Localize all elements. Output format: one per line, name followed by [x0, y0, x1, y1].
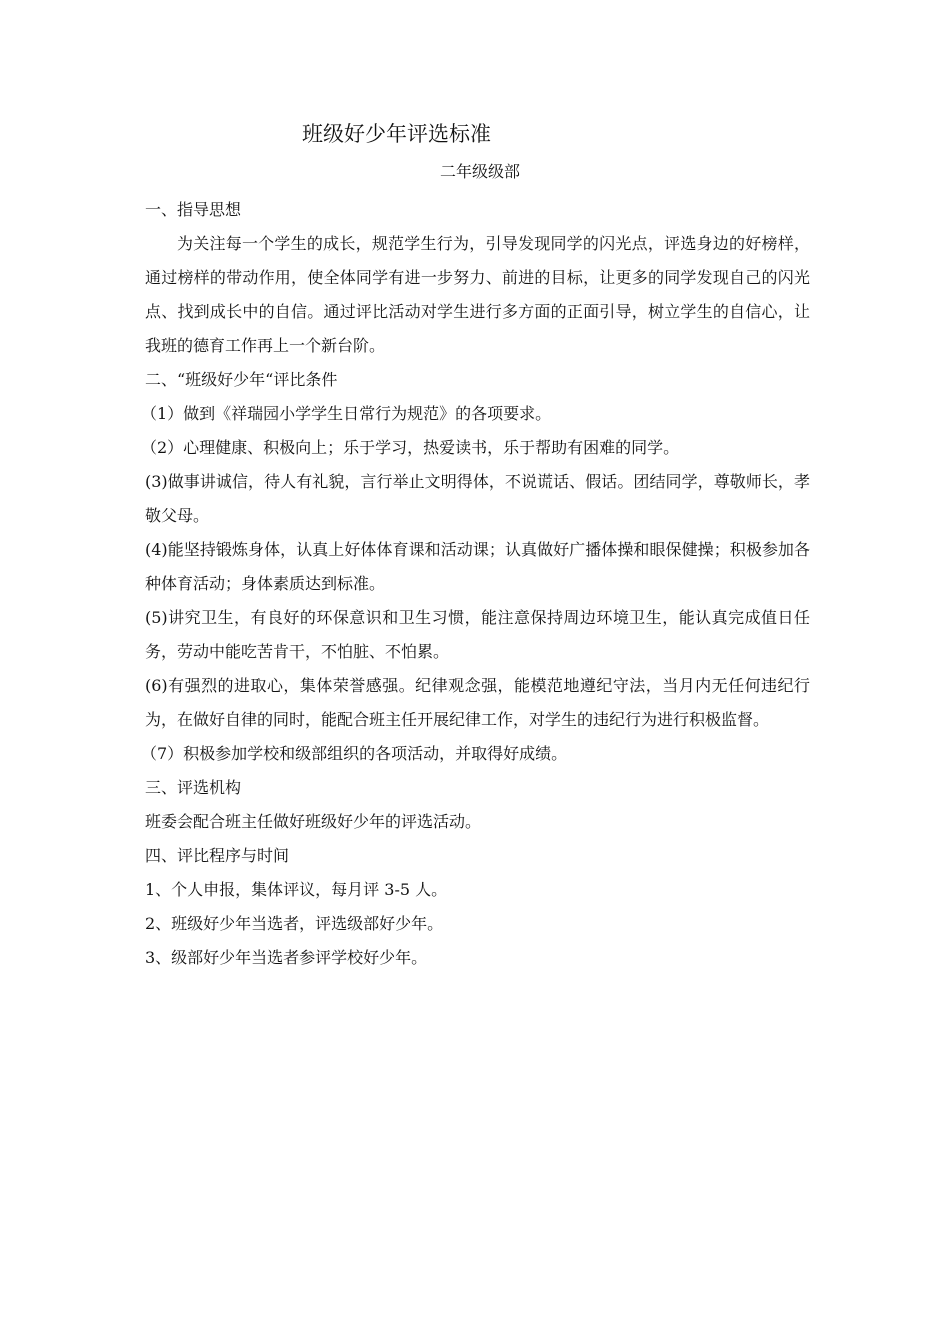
section-heading-criteria: 二、“班级好少年“评比条件 [145, 370, 338, 389]
criteria-item: （7）积极参加学校和级部组织的各项活动，并取得好成绩。 [141, 744, 568, 763]
section-heading-guiding-idea: 一、指导思想 [145, 200, 242, 219]
section-heading-procedure: 四、评比程序与时间 [145, 846, 290, 865]
criteria-item: (6)有强烈的进取心，集体荣誉感强。纪律观念强，能模范地遵纪守法，当月内无任何违纪行为，在做好自律的同时，能配合班主任开展纪律工作，对学生的违纪行为进行积极监督。 [145, 676, 810, 729]
criteria-item: （1）做到《祥瑞园小学学生日常行为规范》的各项要求。 [141, 404, 552, 423]
document-subtitle: 二年级级部 [440, 162, 521, 181]
procedure-item: 1、个人申报，集体评议，每月评 3-5 人。 [145, 880, 448, 899]
criteria-item: (3)做事讲诚信，待人有礼貌，言行举止文明得体，不说谎话、假话。团结同学，尊敬师长，孝敬父母。 [145, 472, 810, 525]
procedure-item: 3、级部好少年当选者参评学校好少年。 [145, 948, 428, 967]
criteria-item: （2）心理健康、积极向上；乐于学习，热爱读书，乐于帮助有困难的同学。 [141, 438, 680, 457]
criteria-item: (5)讲究卫生，有良好的环保意识和卫生习惯，能注意保持周边环境卫生，能认真完成值日任务，劳动中能吃苦肯干，不怕脏、不怕累。 [145, 608, 810, 661]
section-heading-committee: 三、评选机构 [145, 778, 242, 797]
committee-paragraph: 班委会配合班主任做好班级好少年的评选活动。 [145, 812, 482, 831]
criteria-item: (4)能坚持锻炼身体，认真上好体体育课和活动课；认真做好广播体操和眼保健操；积极参加各种体育活动；身体素质达到标准。 [145, 540, 810, 593]
guiding-idea-paragraph: 为关注每一个学生的成长，规范学生行为，引导发现同学的闪光点，评选身边的好榜样，通过榜样的带动作用，使全体同学有进一步努力、前进的目标，让更多的同学发现自己的闪光点、找到成长中的自信。通过评比活动对学生进行多方面的正面引导，树立学生的自信心，让我班的德育工作再上一个新台阶。 [145, 234, 810, 355]
document-title: 班级好少年评选标准 [302, 122, 491, 146]
document-body [141, 193, 810, 975]
procedure-item: 2、班级好少年当选者，评选级部好少年。 [145, 914, 444, 933]
